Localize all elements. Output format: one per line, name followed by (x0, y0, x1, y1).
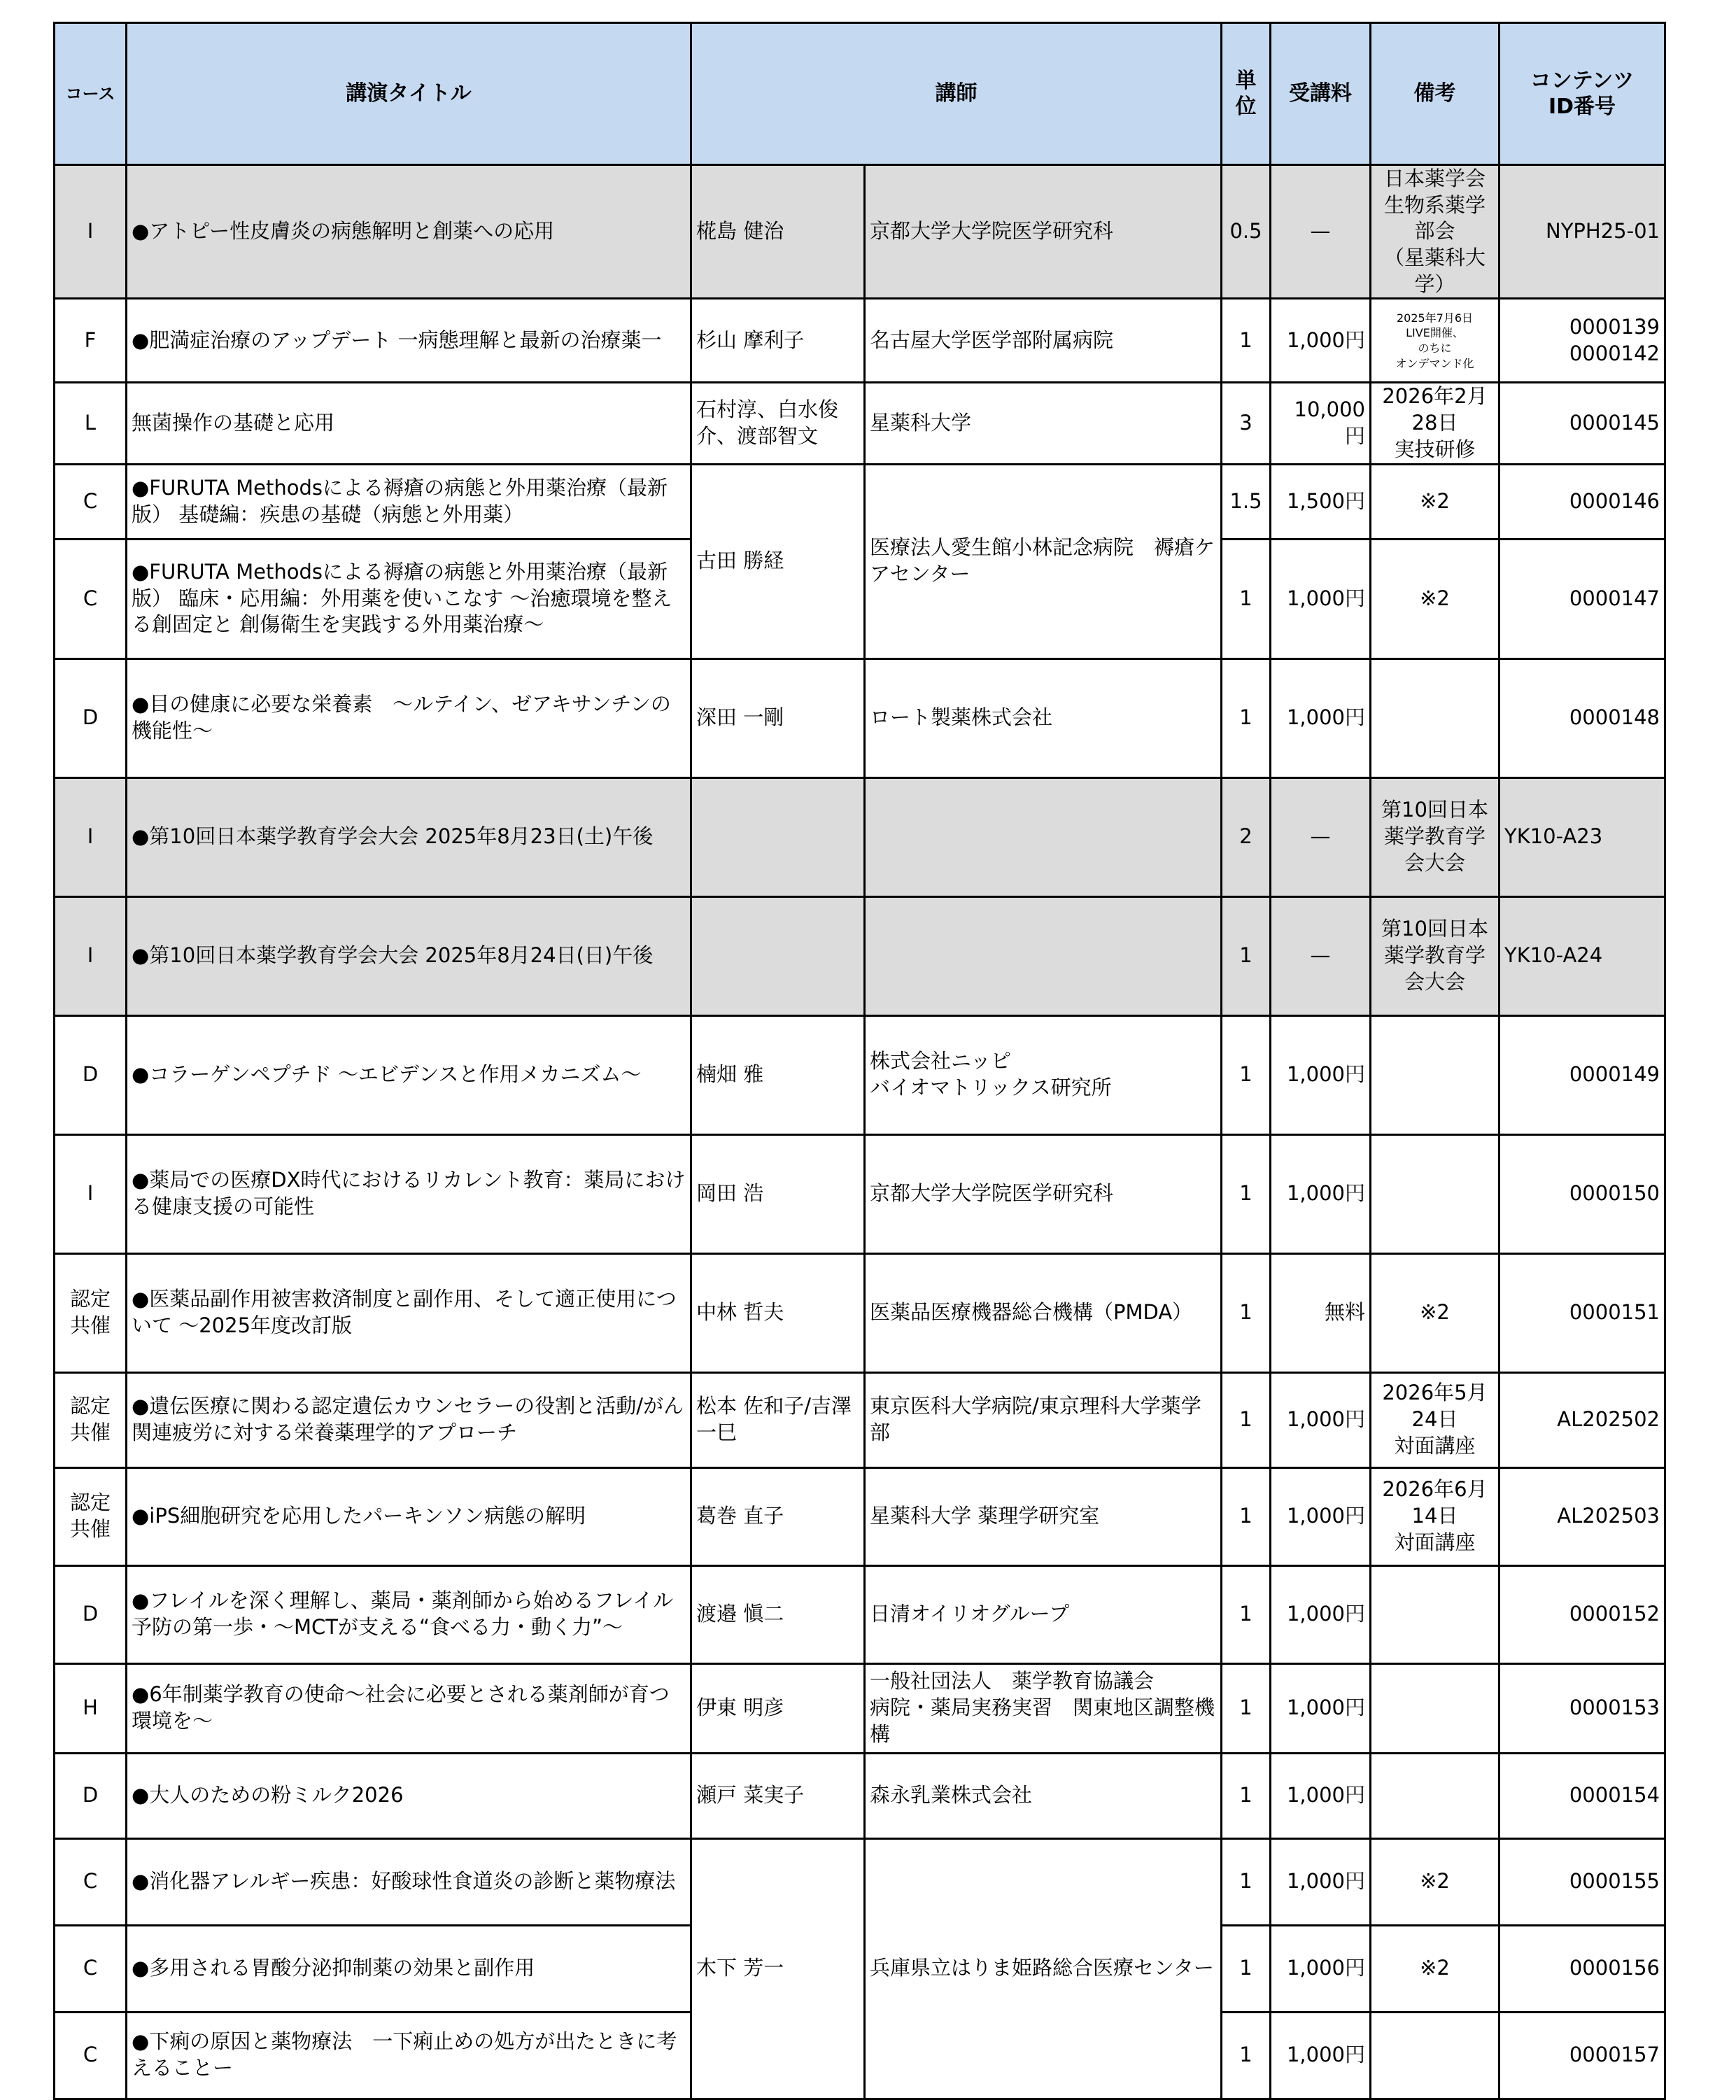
lecturer-cell: 岡田 浩 (691, 1134, 865, 1253)
content-id-cell: 0000157 (1499, 2012, 1665, 2099)
content-id-cell: 0000146 (1499, 464, 1665, 539)
affiliation-cell: 名古屋大学医学部附属病院 (865, 299, 1222, 383)
title-cell: ●フレイルを深く理解し、薬局・薬剤師から始めるフレイル予防の第一歩・～MCTが支える“食べる力・動く力”～ (127, 1565, 691, 1663)
course-table (53, 22, 1666, 2100)
content-id-cell: AL202502 (1499, 1372, 1665, 1467)
unit-cell: 1 (1222, 1838, 1271, 1925)
fee-cell: 1,500円 (1271, 464, 1371, 539)
title-cell: ●FURUTA Methodsによる褥瘡の病態と外用薬治療（最新版） 臨床・応用編：外用薬を使いこなす ～治癒環境を整える創固定と 創傷衛生を実践する外用薬治療～ (127, 539, 691, 658)
header-title: 講演タイトル (127, 23, 691, 165)
lecturer-cell: 葛巻 直子 (691, 1467, 865, 1565)
affiliation-cell: 医療法人愛生館小林記念病院 褥瘡ケアセンター (865, 464, 1222, 658)
lecturer-cell: 松本 佐和子/吉澤 一巳 (691, 1372, 865, 1467)
header-lecturer: 講師 (691, 23, 1222, 165)
content-id-cell: 0000154 (1499, 1753, 1665, 1838)
note-cell (1371, 1753, 1499, 1838)
course-cell: D (55, 1015, 127, 1134)
unit-cell: 1 (1222, 539, 1271, 658)
course-cell: C (55, 1925, 127, 2012)
table-row (55, 1134, 1665, 1253)
title-cell: ●大人のための粉ミルク2026 (127, 1753, 691, 1838)
affiliation-cell: 京都大学大学院医学研究科 (865, 1134, 1222, 1253)
note-cell: 第10回日本薬学教育学会大会 (1371, 896, 1499, 1015)
course-cell: 認定 共催 (55, 1467, 127, 1565)
title-cell: ●コラーゲンペプチド ～エビデンスと作用メカニズム～ (127, 1015, 691, 1134)
title-cell: ●FURUTA Methodsによる褥瘡の病態と外用薬治療（最新版） 基礎編：疾患の基礎（病態と外用薬） (127, 464, 691, 539)
header-course: コース (55, 23, 127, 165)
unit-cell: 1 (1222, 1565, 1271, 1663)
lecturer-cell: 石村淳、白水俊介、渡部智文 (691, 383, 865, 464)
unit-cell: 0.5 (1222, 165, 1271, 299)
fee-cell: 1,000円 (1271, 1925, 1371, 2012)
content-id-cell: 0000151 (1499, 1253, 1665, 1372)
fee-cell: 1,000円 (1271, 539, 1371, 658)
content-id-cell: 0000145 (1499, 383, 1665, 464)
table-row (55, 1753, 1665, 1838)
unit-cell: 3 (1222, 383, 1271, 464)
content-id-cell: 0000147 (1499, 539, 1665, 658)
course-cell: D (55, 1565, 127, 1663)
course-cell: D (55, 658, 127, 777)
unit-cell: 1 (1222, 1372, 1271, 1467)
note-cell: ※2 (1371, 1253, 1499, 1372)
fee-cell: 1,000円 (1271, 1565, 1371, 1663)
affiliation-cell: 株式会社ニッピ バイオマトリックス研究所 (865, 1015, 1222, 1134)
title-cell: ●アトピー性皮膚炎の病態解明と創薬への応用 (127, 165, 691, 299)
note-cell: ※2 (1371, 539, 1499, 658)
affiliation-cell: 星薬科大学 薬理学研究室 (865, 1467, 1222, 1565)
affiliation-cell: 兵庫県立はりま姫路総合医療センター (865, 1838, 1222, 2099)
lecturer-cell: 楠畑 雅 (691, 1015, 865, 1134)
content-id-cell: 0000149 (1499, 1015, 1665, 1134)
course-cell: C (55, 464, 127, 539)
lecturer-cell: 深田 一剛 (691, 658, 865, 777)
title-cell: ●多用される胃酸分泌抑制薬の効果と副作用 (127, 1925, 691, 2012)
note-cell: ※2 (1371, 1925, 1499, 2012)
lecturer-cell: 古田 勝経 (691, 464, 865, 658)
table-row (55, 1015, 1665, 1134)
note-cell: 2026年5月24日 対面講座 (1371, 1372, 1499, 1467)
header-note: 備考 (1371, 23, 1499, 165)
content-id-cell: 0000148 (1499, 658, 1665, 777)
note-cell: 日本薬学会 生物系薬学部会 （星薬科大学） (1371, 165, 1499, 299)
title-cell: 無菌操作の基礎と応用 (127, 383, 691, 464)
unit-cell: 1 (1222, 896, 1271, 1015)
content-id-cell: 0000152 (1499, 1565, 1665, 1663)
unit-cell: 1.5 (1222, 464, 1271, 539)
table-row (55, 383, 1665, 464)
table-row (55, 299, 1665, 383)
course-cell: H (55, 1663, 127, 1753)
course-cell: F (55, 299, 127, 383)
course-cell: I (55, 165, 127, 299)
unit-cell: 1 (1222, 1663, 1271, 1753)
header-fee: 受講料 (1271, 23, 1371, 165)
header-row (55, 23, 1665, 165)
course-cell: C (55, 1838, 127, 1925)
unit-cell: 1 (1222, 1134, 1271, 1253)
course-cell: C (55, 539, 127, 658)
unit-cell: 1 (1222, 658, 1271, 777)
lecturer-cell: 椛島 健治 (691, 165, 865, 299)
affiliation-cell: 日清オイリオグループ (865, 1565, 1222, 1663)
fee-cell: 1,000円 (1271, 1015, 1371, 1134)
lecturer-cell (691, 777, 865, 896)
title-cell: ●第10回日本薬学教育学会大会 2025年8月23日(土)午後 (127, 777, 691, 896)
affiliation-cell: 森永乳業株式会社 (865, 1753, 1222, 1838)
course-cell: C (55, 2012, 127, 2099)
note-cell: 第10回日本薬学教育学会大会 (1371, 777, 1499, 896)
header-content-id: コンテンツ ID番号 (1499, 23, 1665, 165)
fee-cell: — (1271, 896, 1371, 1015)
unit-cell: 1 (1222, 1253, 1271, 1372)
fee-cell: — (1271, 165, 1371, 299)
unit-cell: 1 (1222, 2012, 1271, 2099)
course-cell: 認定 共催 (55, 1372, 127, 1467)
table-row (55, 464, 1665, 539)
lecturer-cell: 伊東 明彦 (691, 1663, 865, 1753)
affiliation-cell: ロート製薬株式会社 (865, 658, 1222, 777)
title-cell: ●第10回日本薬学教育学会大会 2025年8月24日(日)午後 (127, 896, 691, 1015)
table-row (55, 1372, 1665, 1467)
note-cell: 2026年2月28日 実技研修 (1371, 383, 1499, 464)
note-cell: ※2 (1371, 464, 1499, 539)
content-id-cell: NYPH25-01 (1499, 165, 1665, 299)
title-cell: ●消化器アレルギー疾患：好酸球性食道炎の診断と薬物療法 (127, 1838, 691, 1925)
unit-cell: 2 (1222, 777, 1271, 896)
table-row (55, 1663, 1665, 1753)
table-row (55, 1467, 1665, 1565)
content-id-cell: 0000155 (1499, 1838, 1665, 1925)
note-cell (1371, 658, 1499, 777)
title-cell: ●6年制薬学教育の使命～社会に必要とされる薬剤師が育つ環境を～ (127, 1663, 691, 1753)
lecturer-cell: 渡邉 愼二 (691, 1565, 865, 1663)
fee-cell: 10,000円 (1271, 383, 1371, 464)
note-cell (1371, 1565, 1499, 1663)
note-cell (1371, 2012, 1499, 2099)
fee-cell: 1,000円 (1271, 299, 1371, 383)
note-cell (1371, 1015, 1499, 1134)
note-cell: 2026年6月14日 対面講座 (1371, 1467, 1499, 1565)
fee-cell: 1,000円 (1271, 1134, 1371, 1253)
affiliation-cell: 医薬品医療機器総合機構（PMDA） (865, 1253, 1222, 1372)
note-cell (1371, 1663, 1499, 1753)
fee-cell: 無料 (1271, 1253, 1371, 1372)
fee-cell: 1,000円 (1271, 1838, 1371, 1925)
header-unit: 単位 (1222, 23, 1271, 165)
course-cell: I (55, 896, 127, 1015)
fee-cell: 1,000円 (1271, 1753, 1371, 1838)
content-id-cell: YK10-A23 (1499, 777, 1665, 896)
content-id-cell: YK10-A24 (1499, 896, 1665, 1015)
fee-cell: 1,000円 (1271, 658, 1371, 777)
course-cell: L (55, 383, 127, 464)
fee-cell: 1,000円 (1271, 1663, 1371, 1753)
title-cell: ●医薬品副作用被害救済制度と副作用、そして適正使用について ～2025年度改訂版 (127, 1253, 691, 1372)
fee-cell: 1,000円 (1271, 1467, 1371, 1565)
table-row (55, 777, 1665, 896)
affiliation-cell: 京都大学大学院医学研究科 (865, 165, 1222, 299)
table-row (55, 1838, 1665, 1925)
affiliation-cell: 東京医科大学病院/東京理科大学薬学部 (865, 1372, 1222, 1467)
affiliation-cell (865, 896, 1222, 1015)
content-id-cell: 0000150 (1499, 1134, 1665, 1253)
lecturer-cell: 杉山 摩利子 (691, 299, 865, 383)
content-id-cell: AL202503 (1499, 1467, 1665, 1565)
unit-cell: 1 (1222, 1925, 1271, 2012)
unit-cell: 1 (1222, 1753, 1271, 1838)
content-id-cell: 0000153 (1499, 1663, 1665, 1753)
lecturer-cell (691, 896, 865, 1015)
table-row (55, 658, 1665, 777)
table-row (55, 1253, 1665, 1372)
note-cell (1371, 1134, 1499, 1253)
fee-cell: 1,000円 (1271, 1372, 1371, 1467)
lecturer-cell: 瀬戸 菜実子 (691, 1753, 865, 1838)
content-id-cell: 0000139 0000142 (1499, 299, 1665, 383)
title-cell: ●肥満症治療のアップデート 一病態理解と最新の治療薬一 (127, 299, 691, 383)
unit-cell: 1 (1222, 1015, 1271, 1134)
course-cell: I (55, 777, 127, 896)
title-cell: ●下痢の原因と薬物療法 一下痢止めの処方が出たときに考えることー (127, 2012, 691, 2099)
course-cell: D (55, 1753, 127, 1838)
table-row (55, 165, 1665, 299)
affiliation-cell: 星薬科大学 (865, 383, 1222, 464)
title-cell: ●目の健康に必要な栄養素 ～ルテイン、ゼアキサンチンの機能性～ (127, 658, 691, 777)
course-cell: I (55, 1134, 127, 1253)
note-cell: 2025年7月6日 LIVE開催、 のちに オンデマンド化 (1371, 299, 1499, 383)
table-row (55, 896, 1665, 1015)
fee-cell: 1,000円 (1271, 2012, 1371, 2099)
title-cell: ●遺伝医療に関わる認定遺伝カウンセラーの役割と活動/がん関連疲労に対する栄養薬理学的アプローチ (127, 1372, 691, 1467)
fee-cell: — (1271, 777, 1371, 896)
lecturer-cell: 木下 芳一 (691, 1838, 865, 2099)
affiliation-cell: 一般社団法人 薬学教育協議会 病院・薬局実務実習 関東地区調整機構 (865, 1663, 1222, 1753)
content-id-cell: 0000156 (1499, 1925, 1665, 2012)
unit-cell: 1 (1222, 299, 1271, 383)
title-cell: ●iPS細胞研究を応用したパーキンソン病態の解明 (127, 1467, 691, 1565)
table-row (55, 1565, 1665, 1663)
lecturer-cell: 中林 哲夫 (691, 1253, 865, 1372)
course-cell: 認定 共催 (55, 1253, 127, 1372)
title-cell: ●薬局での医療DX時代におけるリカレント教育：薬局における健康支援の可能性 (127, 1134, 691, 1253)
note-cell: ※2 (1371, 1838, 1499, 1925)
unit-cell: 1 (1222, 1467, 1271, 1565)
affiliation-cell (865, 777, 1222, 896)
